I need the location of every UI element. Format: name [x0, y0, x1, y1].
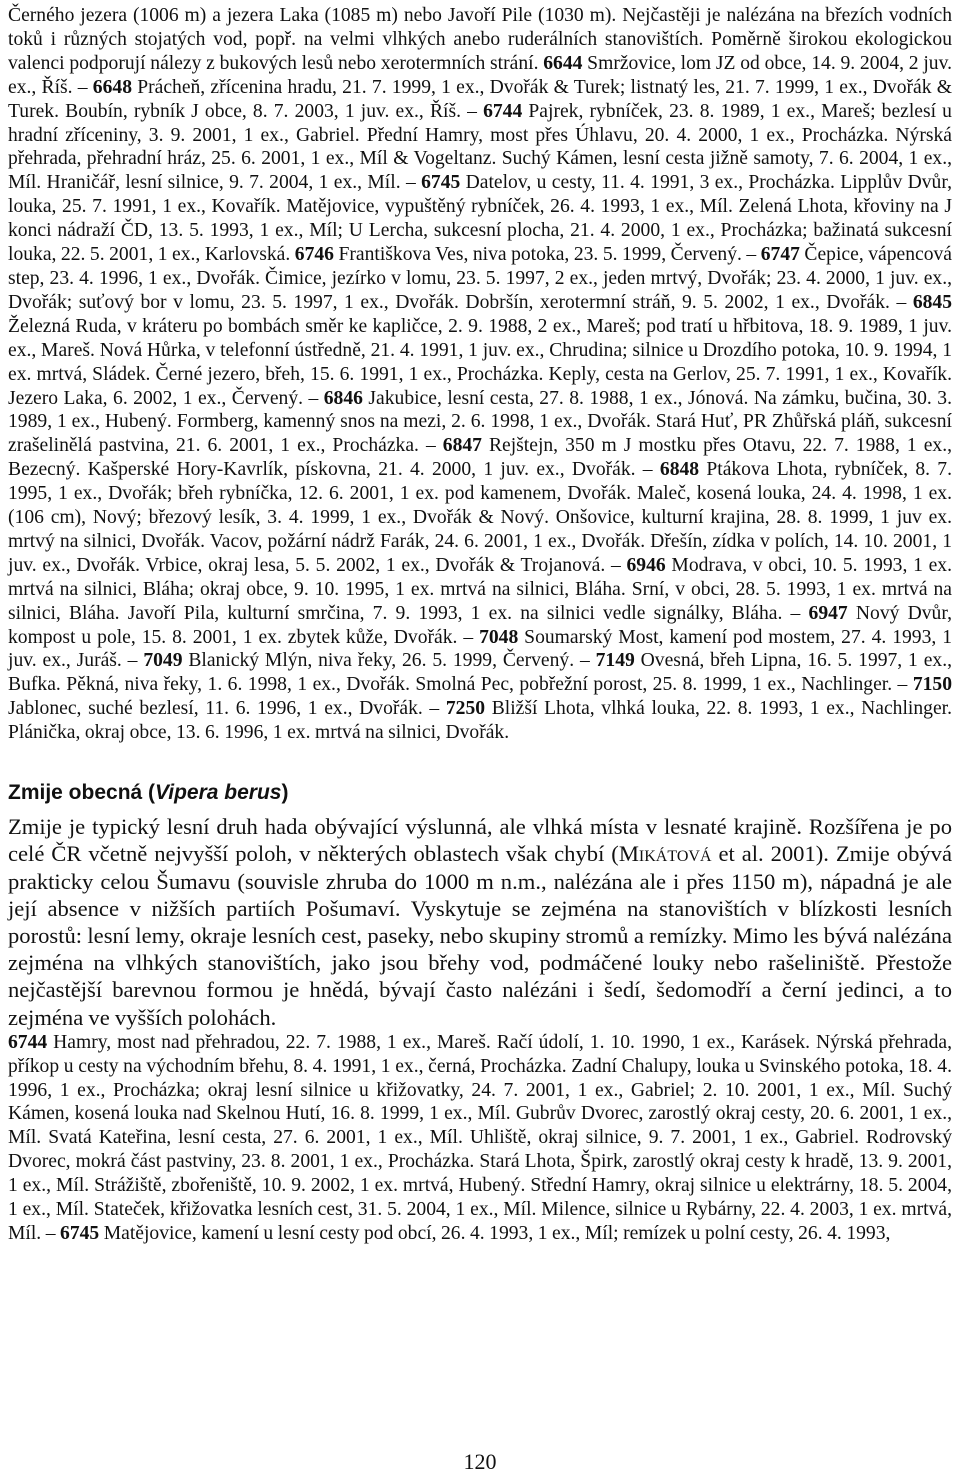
- text-run: Čepice, vápencová step, 23. 4. 1996, 1 ex., Dvořák. Čimice, jezírko v lomu, 23. 5. 1997, 2 ex., jeden mrtvý, Dvořák; 23. 4. 2000, 1 juv. ex., Dvořák; suťový bor v lomu, 23. 5. 1997, 1 ex., Dvořák. Dobršín, xerotermní stráň, 9. 5. 2002, 1 ex., Dvořák. –: [8, 244, 952, 313]
- grid-square-code: 6745: [60, 1222, 100, 1244]
- text-run: Matějovice, kamení u lesní cesty pod obcí, 26. 4. 1993, 1 ex., Míl; remízek u polní cesty, 26. 4. 1993,: [99, 1222, 891, 1244]
- text-run: Smržovice, lom JZ od obce, 14. 9. 2004, 2 juv. ex., Říš. –: [8, 52, 952, 98]
- heading-prefix: Zmije obecná (: [8, 781, 156, 805]
- grid-square-code: 6746: [294, 244, 334, 266]
- grid-square-code: 7250: [445, 698, 486, 720]
- text-run: Ptákova Lhota, rybníček, 8. 7. 1995, 1 ex., Dvořák; břeh rybníčka, 12. 6. 2001, 1 ex. pod kamenem, Dvořák. Maleč, kosená louka, 24. 4. 1998, 1 ex. (106 cm), Nový; březový lesík, 3. 4. 1999, 1 ex., Dvořák & Nový. Onšovice, kulturní krajina, 28. 8. 1999, 1 juv ex. mrtvý na silnici, Dvořák. Vacov, požární nádrž Farák, 24. 6. 2001, 1 ex., Dvořák. Dřešín, zídka v polích, 14. 10. 2001, 1 juv. ex., Dvořák. Vrbice, okraj lesa, 5. 5. 2002, 1 ex., Dvořák & Trojanová. –: [8, 459, 952, 576]
- grid-square-code: 6947: [808, 602, 848, 624]
- text-run: Soumarský Most, kamení pod mostem, 27. 4. 1993, 1 juv. ex., Juráš. –: [8, 626, 952, 672]
- grid-square-code: 6845: [912, 291, 952, 313]
- author-citation: Mikátová: [618, 841, 712, 867]
- text-run: Rejštejn, 350 m J mostku přes Otavu, 22. 7. 1988, 1 ex., Bezecný. Kašperské Hory-Kavrlík, pískovna, 21. 4. 2000, 1 juv. ex., Dvořák. –: [8, 435, 952, 481]
- species-records-paragraph-2: [8, 1031, 952, 1246]
- grid-square-code: 7150: [912, 674, 952, 696]
- text-run: Pajrek, rybníček, 23. 8. 1989, 1 ex., Mareš; bezlesí u hradní zříceniny, 3. 9. 2001, 1 ex., Gabriel. Přední Hamry, most přes Úhlavu, 20. 4. 2000, 1 ex., Procházka. Nýrská přehrada, přehradní hráz, 25. 6. 2001, 1 ex., Míl & Vogeltanz. Suchý Kámen, lesní cesta jižně samoty, 7. 6. 2004, 1 ex., Míl. Hraničář, lesní silnice, 9. 7. 2004, 1 ex., Míl. –: [8, 100, 952, 194]
- text-run: Černého jezera (1006 m) a jezera Laka (1085 m) nebo Javoří Pile (1030 m). Nejčastěji je nalézána na březích vodních toků i různých stojatých vod, popř. na velmi vlhkých anebo ruderálních stanovištích. Poměrně širokou ekologickou valenci podporují nálezy z bukových lesů nebo xerotermních strání.: [8, 5, 952, 74]
- text-run: Františkova Ves, niva potoka, 23. 5. 1999, Červený. –: [333, 244, 761, 266]
- grid-square-code: 6745: [421, 172, 461, 194]
- species-records-paragraph: [8, 0, 952, 745]
- grid-square-code: 6644: [543, 52, 583, 74]
- text-run: Modrava, v obci, 10. 5. 1993, 1 ex. mrtvá na silnici, Bláha; okraj obce, 9. 10. 1995, 1 ex. mrtvá na silnici, Bláha. Srní, v obci, 28. 5. 1993, 1 ex. mrtvá na silnici, Bláha. Javoří Pila, kulturní smrčina, 7. 9. 1993, 1 ex. na silnici vedle signálky, Bláha. –: [8, 554, 952, 624]
- grid-square-code: 6946: [626, 554, 666, 576]
- species-description-paragraph: [8, 813, 952, 1031]
- grid-square-code: 6848: [659, 459, 700, 481]
- grid-square-code: 6744: [8, 1031, 48, 1053]
- grid-square-code: 7049: [143, 650, 183, 672]
- text-run: Nový Dvůr, kompost u pole, 15. 8. 2001, 1 ex. zbytek kůže, Dvořák. –: [8, 602, 952, 648]
- text-run: Bližší Lhota, vlhká louka, 22. 8. 1993, 1 ex., Nachlinger. Plánička, okraj obce, 13. 6. 1996, 1 ex. mrtvá na silnici, Dvořák.: [8, 698, 952, 744]
- heading-latin-name: Vipera berus: [155, 781, 282, 805]
- grid-square-code: 7048: [479, 626, 519, 648]
- text-run: Blanický Mlýn, niva řeky, 26. 5. 1999, Červený. –: [182, 650, 596, 672]
- text-run: Železná Ruda, v kráteru po bombách směr ke kapličce, 2. 9. 1988, 2 ex., Mareš; pod tratí u hřbitova, 18. 9. 1989, 1 juv. ex., Mareš. Nová Hůrka, v telefonní ústředně, 21. 4. 1991, 1 juv. ex., Chrudina; silnice u Drozdího potoka, 10. 9. 1994, 1 ex. mrtvá, Sládek. Černé jezero, břeh, 15. 6. 1991, 1 ex., Procházka. Keply, cesta na Gerlov, 25. 7. 1991, 1 ex., Kovařík. Jezero Laka, 6. 2002, 1 ex., Červený. –: [8, 315, 952, 409]
- page-number: 120: [463, 1449, 497, 1474]
- grid-square-code: 6744: [483, 100, 523, 122]
- grid-square-code: 6846: [323, 387, 363, 409]
- species-heading: [8, 779, 952, 807]
- grid-square-code: 6847: [442, 435, 482, 457]
- grid-square-code: 6648: [92, 76, 132, 98]
- text-run: Jablonec, suché bezlesí, 11. 6. 1996, 1 ex., Dvořák. –: [8, 698, 446, 720]
- text-run: Zmije je typický lesní druh hada obývající výslunná, ale vlhká místa v lesnaté krajině. Rozšířena je po celé ČR včetně nejvyšší poloh, v některých oblastech však chybí (: [8, 814, 952, 867]
- text-run: Datelov, u cesty, 11. 4. 1991, 3 ex., Procházka. Lipplův Dvůr, louka, 25. 7. 1991, 1 ex., Kovařík. Matějovice, vypuštěný rybníček, 26. 4. 1993, 1 ex., Míl. Zelená Lhota, křoviny na J konci nádraží ČD, 13. 5. 1993, 1 ex., Míl; U Lercha, sukcesní plocha, 21. 4. 2000, 1 ex., Procházka; bažinatá sukcesní louka, 22. 5. 2001, 1 ex., Karlovská.: [8, 172, 952, 266]
- grid-square-code: 7149: [595, 650, 635, 672]
- text-run: Jakubice, lesní cesta, 27. 8. 1988, 1 ex., Jónová. Na zámku, bučina, 30. 3. 1989, 1 ex., Hubený. Formberg, kamenný snos na mezi, 2. 6. 1998, 1 ex., Dvořák. Stará Huť, PR Zhůřská pláň, sukcesní zrašelinělá pastvina, 21. 6. 2001, 1 ex., Procházka. –: [8, 387, 952, 457]
- text-run: Ovesná, břeh Lipna, 16. 5. 1997, 1 ex., Bufka. Pěkná, niva řeky, 1. 6. 1998, 1 ex., Dvořák. Smolná Pec, pobřežní porost, 25. 8. 1999, 1 ex., Nachlinger. –: [8, 650, 952, 696]
- grid-square-code: 6747: [760, 244, 800, 266]
- text-run: Hamry, most nad přehradou, 22. 7. 1988, 1 ex., Mareš. Račí údolí, 1. 10. 1990, 1 ex., Karásek. Nýrská přehrada, příkop u cesty na východním břehu, 8. 4. 1991, 1 ex., černá, Procházka. Zadní Chalupy, louka u Svinského potoka, 18. 4. 1996, 1 ex., Procházka; okraj lesní silnice u křižovatky, 24. 7. 2001, 1 ex., Gabriel; 2. 10. 2001, 1 ex., Míl. Suchý Kámen, kosená louka nad Skelnou Hutí, 16. 8. 1999, 1 ex., Míl. Gubrův Dvorec, zarostlý okraj cesty, 20. 6. 2001, 1 ex., Míl. Svatá Kateřina, lesní cesta, 27. 6. 2001, 1 ex., Míl. Uhliště, okraj silnice, 9. 7. 2001, 1 ex., Gabriel. Rodrovský Dvorec, mokrá část pastviny, 23. 8. 2001, 1 ex., Procházka. Stará Lhota, Špirk, zarostlý okraj cesty k hradě, 13. 9. 2001, 1 ex., Míl. Strážiště, zbořeniště, 10. 9. 2002, 1 ex. mrtvá, Hubený. Střední Hamry, okraj silnice u elektrárny, 18. 5. 2004, 1 ex., Míl. Stateček, křižovatka lesních cest, 31. 5. 2004, 1 ex., Míl. Milence, silnice u Rybárny, 22. 4. 2003, 1 ex. mrtvá, Míl. –: [8, 1031, 952, 1244]
- text-run: Prácheň, zřícenina hradu, 21. 7. 1999, 1 ex., Dvořák & Turek; listnatý les, 21. 7. 1999, 1 ex., Dvořák & Turek. Boubín, rybník J obce, 8. 7. 2003, 1 juv. ex., Říš. –: [8, 76, 952, 122]
- heading-suffix: ): [281, 781, 289, 805]
- text-run: et al. 2001). Zmije obývá prakticky celou Šumavu (souvisle zhruba do 1000 m n.m., nalézána ale i přes 1150 m), nápadná je ale její absence v nižších partiích Pošumaví. Vyskytuje se zejména na stanovištích v blízkosti lesních porostů: lesní lemy, okraje lesních cest, paseky, nebo skupiny stromů a remízky. Mimo les bývá nalézána zejména na vlhkých stanovištích, jako jsou břehy vod, podmáčené louky nebo rašeliniště. Přestože nejčastější barevnou formou je hnědá, bývají často nalézáni i šedí, šedomodří a černí jedinci, a to zejména ve vyšších polohách.: [8, 841, 952, 1030]
